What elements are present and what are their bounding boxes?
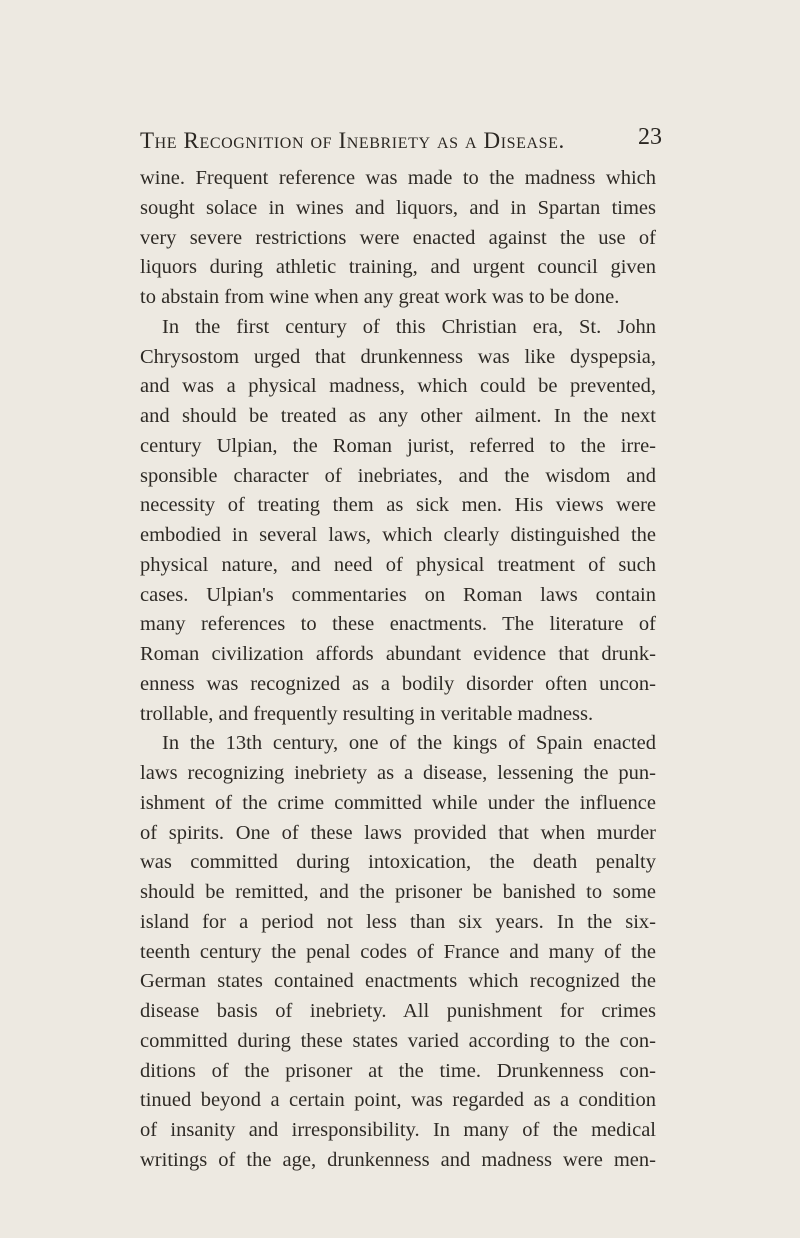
text-line: of insanity and irresponsibility. In many of the medical <box>140 1119 656 1141</box>
text-line: sponsible character of inebriates, and the wisdom and <box>140 464 656 487</box>
text-line: should be remitted, and the prisoner be banished to some <box>140 881 656 903</box>
text-line: German states contained enactments which recognized the <box>140 970 656 993</box>
body-text <box>140 164 656 1176</box>
text-line: In the 13th century, one of the kings of Spain enacted <box>162 732 656 755</box>
text-line: many references to these enactments. The literature of <box>140 613 656 636</box>
text-line: ditions of the prisoner at the time. Drunkenness con- <box>140 1059 656 1082</box>
text-line: necessity of treating them as sick men. His views were <box>140 494 656 517</box>
text-line: teenth century the penal codes of France and many of the <box>140 940 656 963</box>
text-line: tinued beyond a certain point, was regarded as a condition <box>140 1089 656 1112</box>
text-line: trollable, and frequently resulting in veritable madness. <box>140 702 594 725</box>
text-line: to abstain from wine when any great work was to be done. <box>140 286 620 308</box>
text-line: was committed during intoxication, the death penalty <box>140 851 656 874</box>
text-line: of spirits. One of these laws provided that when murder <box>140 821 656 844</box>
text-line: disease basis of inebriety. All punishment for crimes <box>140 1000 656 1022</box>
page-number: 23 <box>638 124 662 150</box>
text-line: embodied in several laws, which clearly distinguished the <box>140 524 656 546</box>
text-line: In the first century of this Christian era, St. John <box>162 315 656 338</box>
text-line: and should be treated as any other ailment. In the next <box>140 405 656 427</box>
text-line: island for a period not less than six years. In the six- <box>140 910 656 933</box>
text-line: Chrysostom urged that drunkenness was like dyspepsia, <box>140 345 656 368</box>
text-line: committed during these states varied according to the con- <box>140 1029 656 1052</box>
text-line: laws recognizing inebriety as a disease, lessening the pun- <box>140 762 656 784</box>
text-line: liquors during athletic training, and urgent council given <box>140 256 656 279</box>
text-line: enness was recognized as a bodily disorder often uncon- <box>140 672 656 695</box>
running-head <box>140 124 662 160</box>
text-line: very severe restrictions were enacted against the use of <box>140 226 656 249</box>
text-line: century Ulpian, the Roman jurist, referred to the irre- <box>140 434 656 457</box>
text-line: writings of the age, drunkenness and madness were men- <box>140 1148 656 1171</box>
text-line: ishment of the crime committed while under the influence <box>140 791 656 814</box>
text-line: cases. Ulpian's commentaries on Roman laws contain <box>140 583 656 606</box>
running-title: The Recognition of Inebriety as a Disease. <box>140 128 565 153</box>
text-line: and was a physical madness, which could be prevented, <box>140 375 656 398</box>
text-line: wine. Frequent reference was made to the madness which <box>140 167 656 189</box>
text-line: sought solace in wines and liquors, and in Spartan times <box>140 196 656 219</box>
text-line: Roman civilization affords abundant evidence that drunk- <box>140 643 656 665</box>
text-line: physical nature, and need of physical treatment of such <box>140 553 656 576</box>
